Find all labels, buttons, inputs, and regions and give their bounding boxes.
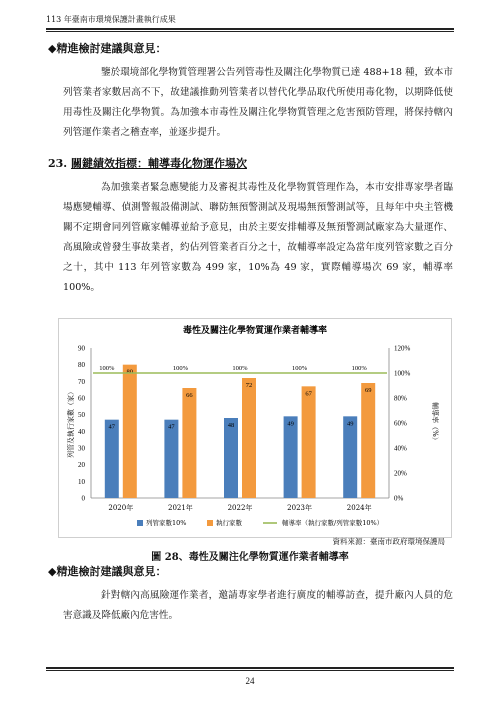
running-header: 113 年臺南市環境保護計畫執行成果 (46, 15, 176, 24)
y-axis-label: 列管及執行家數（家） (67, 388, 75, 458)
y-tick-label: 10 (78, 477, 85, 486)
chart-container (58, 318, 452, 538)
y-tick-label: 80 (78, 361, 85, 370)
x-tick-label: 2022年 (227, 504, 253, 512)
header-rule (46, 28, 454, 30)
bar-data-label: 49 (287, 420, 294, 428)
legend-swatch (137, 520, 143, 526)
y2-tick-label: 0% (394, 494, 404, 503)
y2-tick-label: 100% (394, 369, 411, 378)
bar-data-label: 66 (186, 392, 193, 399)
legend-swatch (207, 520, 213, 526)
review-paragraph-2: 針對轄內高風險運作業者，邀請專家學者進行廣度的輔導訪查，提升廠內人員的危害意識及降低廠內危害性。 (63, 590, 453, 621)
bar-data-label: 47 (108, 423, 116, 431)
bar-data-label: 72 (245, 382, 253, 389)
figure-source: 資料來源：臺南市政府環境保護局 (332, 537, 445, 546)
bar-listed-10pct (284, 416, 298, 498)
bar-listed-10pct (105, 420, 119, 498)
x-tick-label: 2020年 (108, 504, 134, 512)
figure-caption: 圖 28、毒性及關注化學物質運作業者輔導率 (151, 552, 349, 563)
section-heading (48, 155, 247, 171)
bar-executed (361, 383, 375, 498)
bar-executed (242, 378, 256, 498)
bar-listed-10pct (224, 418, 238, 498)
bar-data-label: 47 (168, 423, 175, 431)
line-data-label: 100% (232, 365, 248, 372)
y-tick-label: 70 (78, 377, 85, 386)
x-tick-label: 2021年 (167, 504, 193, 512)
legend-label: 輔導率（執行家數/列管家數10%） (282, 519, 384, 527)
y2-tick-label: 120% (394, 344, 411, 353)
y2-axis-label: 輔導率（%） (431, 402, 439, 444)
bar-data-label: 49 (346, 420, 354, 428)
bar-executed (302, 386, 316, 498)
y-tick-label: 90 (78, 344, 85, 353)
bar-executed (123, 365, 137, 498)
y2-tick-label: 60% (394, 419, 407, 428)
page-number: 24 (245, 676, 255, 686)
y-tick-label: 0 (81, 494, 85, 503)
bar-line-chart (59, 319, 451, 537)
y-tick-label: 20 (78, 461, 85, 470)
bar-data-label: 80 (126, 368, 134, 376)
line-data-label: 100% (292, 365, 308, 372)
bar-data-label: 48 (227, 422, 235, 429)
y2-tick-label: 40% (394, 444, 407, 453)
y-tick-label: 40 (78, 427, 85, 436)
x-tick-label: 2024年 (346, 504, 372, 512)
bar-data-label: 67 (305, 390, 312, 398)
footer-rule-thin (46, 670, 454, 671)
line-data-label: 100% (99, 365, 115, 372)
section-title: 關鍵績效指標：輔導毒化物運作場次 (70, 157, 247, 170)
y-tick-label: 30 (78, 444, 85, 453)
y-tick-label: 50 (78, 411, 85, 420)
y2-tick-label: 80% (394, 394, 407, 403)
chart-title: 毒性及關注化學物質運作業者輔導率 (182, 326, 328, 336)
y2-tick-label: 20% (394, 469, 407, 478)
x-tick-label: 2023年 (287, 504, 313, 512)
line-data-label: 100% (351, 365, 367, 372)
section-number: 23. (48, 157, 68, 170)
bar-listed-10pct (164, 420, 178, 498)
legend-label: 執行家數 (216, 519, 242, 527)
bar-data-label: 69 (364, 387, 372, 394)
bar-listed-10pct (343, 416, 357, 498)
review-paragraph: 鑒於環境部化學物質管理署公告列管毒性及關注化學物質已達 488+18 種，致本市列管業者家數居高不下，故建議推動列管業者以替代化學品取代所使用毒化物，以期降低使用毒性及關注化學物質。為加強本市毒性及關注化學物質管理之危害預防管理，將保持轄內列管運作業者之稽查率，並逐步提升。 (63, 67, 453, 138)
kpi-paragraph: 為加強業者緊急應變能力及審視其毒性及化學物質管理作為，本市安排專家學者臨場應變輔導、偵測警報設備測試、聯防無預警測試及現場無預警測試等，且每年中央主管機關不定期會同列管廠家輔導並給予意見，由於主要安排輔導及無預警測試廠家為大量運作、高風險或曾發生事故業者，約佔列管業者百分之十，故輔導率設定為當年度列管家數之百分之十，其中 113 年列管家數為 499 家，10%為 49 家，實際輔導場次 69 家，輔導率 100%。 (63, 182, 453, 293)
line-data-label: 100% (172, 365, 188, 372)
header-rule-thin (46, 31, 454, 32)
review-heading-2: ◆精進檢討建議與意見： (48, 565, 167, 578)
bar-executed (182, 388, 196, 498)
footer-rule (46, 667, 454, 669)
legend-label: 列管家數10% (146, 519, 187, 527)
y-tick-label: 60 (78, 394, 85, 403)
review-heading: ◆精進檢討建議與意見： (48, 42, 167, 55)
